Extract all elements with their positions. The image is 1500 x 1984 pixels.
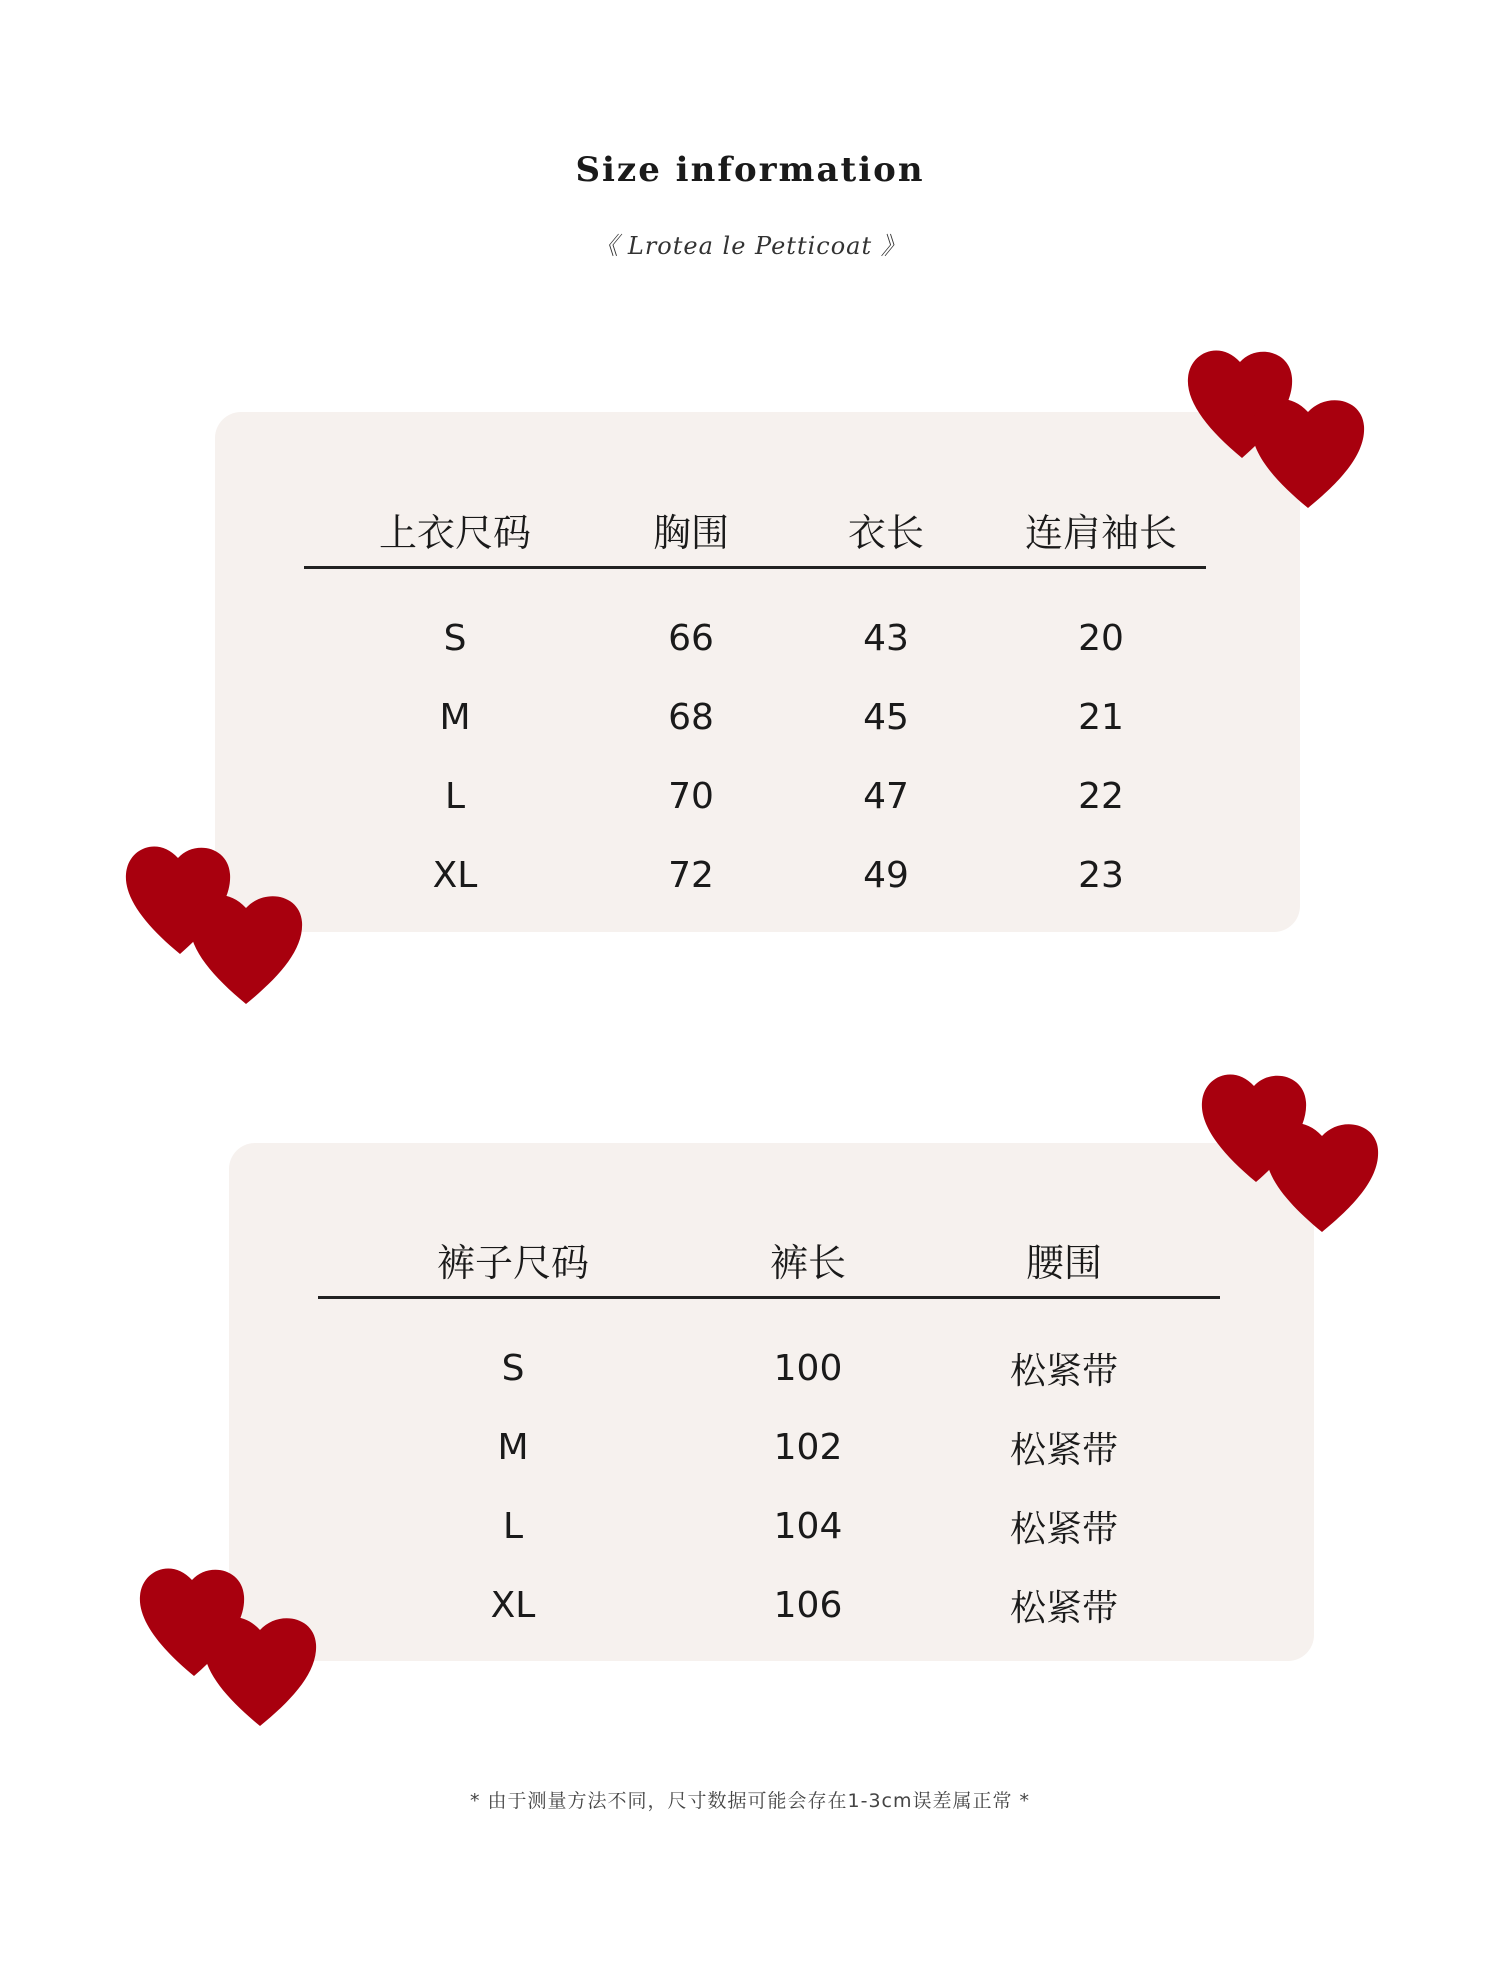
top-header-chest: 胸围 [652, 510, 729, 555]
top-header-sleeve: 连肩袖长 [1024, 510, 1177, 555]
length-cell: 43 [863, 618, 909, 659]
table-row [318, 1408, 1220, 1487]
table-row [318, 1329, 1220, 1408]
size-cell: XL [490, 1585, 536, 1626]
table-row [318, 1566, 1220, 1645]
length-cell: 49 [863, 855, 909, 896]
size-cell: S [501, 1348, 525, 1389]
pants-header-size: 裤子尺码 [436, 1240, 589, 1285]
chest-cell: 66 [668, 618, 714, 659]
table-row [304, 836, 1206, 915]
double-heart-icon [1180, 340, 1380, 510]
sleeve-cell: 20 [1078, 618, 1124, 659]
chest-cell: 70 [668, 776, 714, 817]
double-heart-icon [118, 836, 318, 1006]
waist-cell: 松紧带 [1009, 1351, 1118, 1392]
size-cell: M [439, 697, 471, 738]
chest-cell: 68 [668, 697, 714, 738]
measurement-note: * 由于测量方法不同，尺寸数据可能会存在1-3cm误差属正常 * [469, 1790, 1031, 1812]
waist-cell: 松紧带 [1009, 1509, 1118, 1550]
chest-cell: 72 [668, 855, 714, 896]
top-table-header-row [304, 492, 1206, 569]
size-cell: S [443, 618, 467, 659]
pants-length-cell: 102 [773, 1427, 843, 1468]
top-size-table [304, 492, 1206, 915]
table-row [304, 678, 1206, 757]
top-header-length: 衣长 [847, 510, 924, 555]
table-row [304, 757, 1206, 836]
pants-size-table [318, 1222, 1220, 1645]
pants-table-header-row [318, 1222, 1220, 1299]
waist-cell: 松紧带 [1009, 1588, 1118, 1629]
pants-length-cell: 100 [773, 1348, 843, 1389]
pants-length-cell: 104 [773, 1506, 843, 1547]
double-heart-icon [132, 1558, 332, 1728]
sleeve-cell: 21 [1078, 697, 1124, 738]
table-row [304, 599, 1206, 678]
length-cell: 45 [863, 697, 909, 738]
brand-subtitle: 《 Lrotea le Petticoat 》 [594, 232, 906, 260]
pants-header-length: 裤长 [769, 1240, 846, 1285]
double-heart-icon [1194, 1064, 1394, 1234]
length-cell: 47 [863, 776, 909, 817]
size-cell: M [497, 1427, 529, 1468]
sleeve-cell: 22 [1078, 776, 1124, 817]
sleeve-cell: 23 [1078, 855, 1124, 896]
table-row [318, 1487, 1220, 1566]
size-cell: L [444, 776, 466, 817]
pants-length-cell: 106 [773, 1585, 843, 1626]
waist-cell: 松紧带 [1009, 1430, 1118, 1471]
page-title: Size information [575, 150, 925, 190]
pants-header-waist: 腰围 [1025, 1240, 1102, 1285]
top-header-size: 上衣尺码 [378, 510, 531, 555]
size-cell: L [502, 1506, 524, 1547]
size-cell: XL [432, 855, 478, 896]
